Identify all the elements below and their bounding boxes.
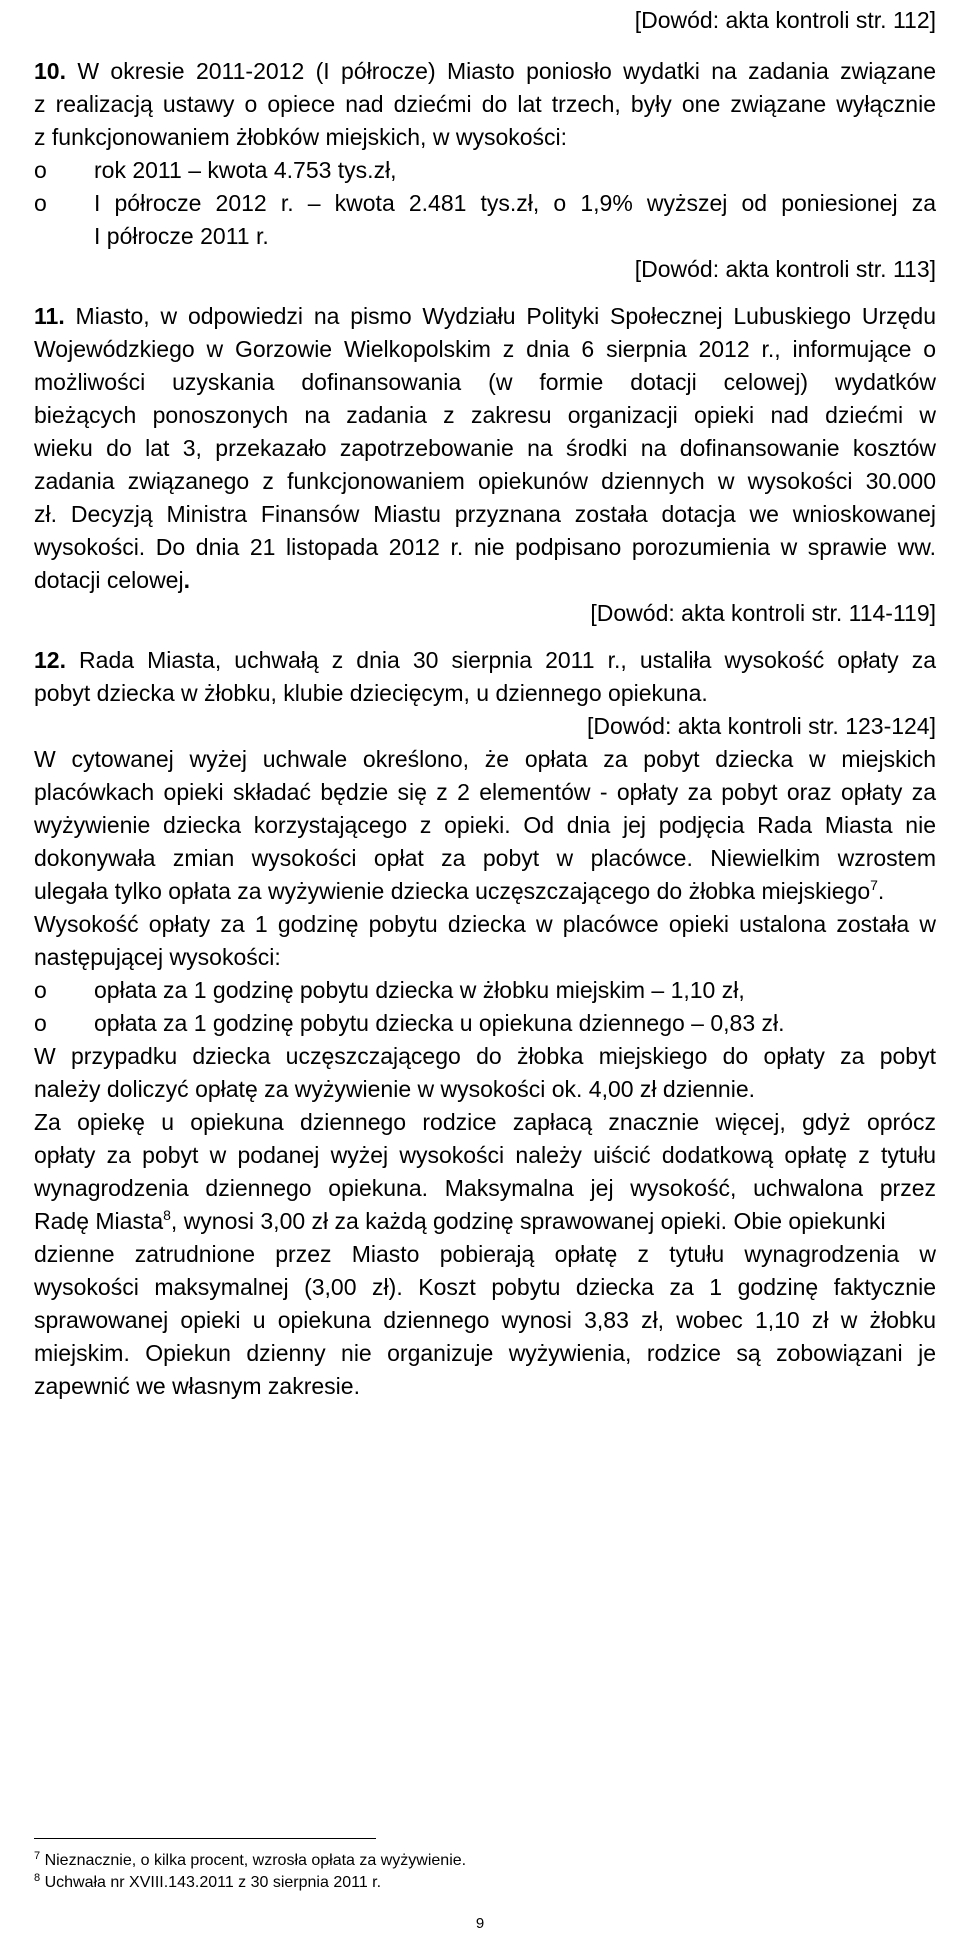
bullet-marker: o (34, 977, 47, 1003)
paragraph-11-line-5: wieku do lat 3, przekazało zapotrzebowanie na środki na dofinansowanie kosztów (34, 435, 936, 461)
paragraph-12-number: 12. (34, 647, 66, 673)
paragraph-11-number: 11. (34, 303, 65, 329)
caregiver-cost-line-5: dzienne zatrudnione przez Miasto pobierają opłatę z tytułu wynagrodzenia w (34, 1241, 936, 1267)
meal-fee-line-1: W przypadku dziecka uczęszczającego do żłobka miejskiego do opłaty za pobyt (34, 1043, 936, 1069)
bullet-marker: o (34, 157, 47, 183)
paragraph-11-line-1: 11. Miasto, w odpowiedzi na pismo Wydziału Polityki Społecznej Lubuskiego Urzędu (34, 303, 936, 329)
evidence-ref-112: [Dowód: akta kontroli str. 112] (634, 7, 936, 33)
hourly-rate-line-1: Wysokość opłaty za 1 godzinę pobytu dziecka w placówce opieki ustalona została w (34, 911, 936, 937)
paragraph-10-line-3: z funkcjonowaniem żłobków miejskich, w wysokości: (34, 124, 568, 150)
list-item-2011: o rok 2011 – kwota 4.753 tys.zł, (34, 154, 936, 187)
footnote-7-number: 7 (34, 1850, 41, 1862)
page-number: 9 (475, 1915, 485, 1932)
bullet-marker: o (34, 1010, 47, 1036)
list-item-caregiver-rate: o opłata za 1 godzinę pobytu dziecka u opiekuna dziennego – 0,83 zł. (34, 1007, 936, 1040)
paragraph-11-line-9: dotacji celowej. (34, 567, 190, 593)
resolution-line-5: ulegała tylko opłata za wyżywienie dziecka uczęszczającego do żłobka miejskiego$^7$. (34, 877, 885, 904)
meal-fee-line-2: należy doliczyć opłatę za wyżywienie w wysokości ok. 4,00 zł dziennie. (34, 1076, 755, 1102)
paragraph-10-line-1: 10. W okresie 2011-2012 (I półrocze) Miasto poniosło wydatki na zadania związane (34, 58, 936, 84)
evidence-ref-123-124: [Dowód: akta kontroli str. 123-124] (586, 713, 936, 739)
paragraph-10-line-2: z realizacją ustawy o opiece nad dziećmi do lat trzech, były one związane wyłącznie (34, 91, 936, 117)
paragraph-10-number: 10. (34, 58, 66, 84)
footnote-ref-7: 7 (870, 877, 878, 893)
caregiver-cost-line-1: Za opiekę u opiekuna dziennego rodzice zapłacą znacznie więcej, gdyż oprócz (34, 1109, 936, 1135)
caregiver-cost-line-7: sprawowanej opieki u opiekuna dziennego wynosi 3,83 zł, wobec 1,10 zł w żłobku (34, 1307, 936, 1333)
list-item-2012-cont: I półrocze 2011 r. (94, 223, 269, 249)
footnote-8-number: 8 (34, 1872, 41, 1884)
bullet-marker: o (34, 190, 47, 216)
list-item-2012: o I półrocze 2012 r. – kwota 2.481 tys.zł, o 1,9% wyższej od poniesionej za (34, 187, 936, 220)
footnote-ref-8: 8 (163, 1207, 171, 1223)
caregiver-cost-line-8: miejskim. Opiekun dzienny nie organizuje wyżywienia, rodzice są zobowiązani je (34, 1340, 936, 1366)
caregiver-cost-line-3: wynagrodzenia dziennego opiekuna. Maksymalna jej wysokość, uchwalona przez (34, 1175, 936, 1201)
paragraph-11-line-6: zadania związanego z funkcjonowaniem opiekunów dziennych w wysokości 30.000 (34, 468, 936, 494)
paragraph-12-line-2: pobyt dziecka w żłobku, klubie dziecięcym, u dziennego opiekuna. (34, 680, 708, 706)
resolution-line-3: wyżywienie dziecka korzystającego z opieki. Od dnia jej podjęcia Rada Miasta nie (34, 812, 936, 838)
footnote-separator (34, 1838, 376, 1839)
resolution-line-4: dokonywała zmian wysokości opłat za pobyt w placówce. Niewielkim wzrostem (34, 845, 936, 871)
footnote-8: $^8$ Uchwała nr XVIII.143.2011 z 30 sierpnia 2011 r. (34, 1872, 382, 1891)
caregiver-cost-line-2: opłaty za pobyt w podanej wyżej wysokości należy uiścić dodatkową opłatę z tytułu (34, 1142, 936, 1168)
paragraph-11-line-8: wysokości. Do dnia 21 listopada 2012 r. nie podpisano porozumienia w sprawie ww. (34, 534, 936, 560)
paragraph-11-line-4: bieżących ponoszonych na zadania z zakresu organizacji opieki nad dziećmi w (34, 402, 936, 428)
resolution-line-2: placówkach opieki składać będzie się z 2 elementów - opłaty za pobyt oraz opłaty za (34, 779, 936, 805)
evidence-ref-113: [Dowód: akta kontroli str. 113] (634, 256, 936, 282)
hourly-rate-line-2: następującej wysokości: (34, 944, 281, 970)
resolution-line-1: W cytowanej wyżej uchwale określono, że opłata za pobyt dziecka w miejskich (34, 746, 936, 772)
caregiver-cost-line-4: Radę Miasta$^8$, wynosi 3,00 zł za każdą godzinę sprawowanej opieki. Obie opiekunki (34, 1207, 886, 1234)
evidence-ref-114-119: [Dowód: akta kontroli str. 114-119] (590, 600, 936, 626)
paragraph-12-line-1: 12. Rada Miasta, uchwałą z dnia 30 sierpnia 2011 r., ustaliła wysokość opłaty za (34, 647, 936, 673)
paragraph-11-line-7: zł. Decyzją Ministra Finansów Miastu przyznana została dotacja we wnioskowanej (34, 501, 936, 527)
body-text (34, 4, 936, 1403)
footnote-7: $^7$ Nieznacznie, o kilka procent, wzrosła opłata za wyżywienie. (34, 1850, 467, 1869)
caregiver-cost-line-9: zapewnić we własnym zakresie. (34, 1373, 360, 1399)
paragraph-11-line-2: Wojewódzkiego w Gorzowie Wielkopolskim z dnia 6 sierpnia 2012 r., informujące o (34, 336, 936, 362)
list-item-nursery-rate: o opłata za 1 godzinę pobytu dziecka w żłobku miejskim – 1,10 zł, (34, 974, 936, 1007)
paragraph-11-line-3: możliwości uzyskania dofinansowania (w formie dotacji celowej) wydatków (34, 369, 936, 395)
caregiver-cost-line-6: wysokości maksymalnej (3,00 zł). Koszt pobytu dziecka za 1 godzinę faktycznie (34, 1274, 936, 1300)
